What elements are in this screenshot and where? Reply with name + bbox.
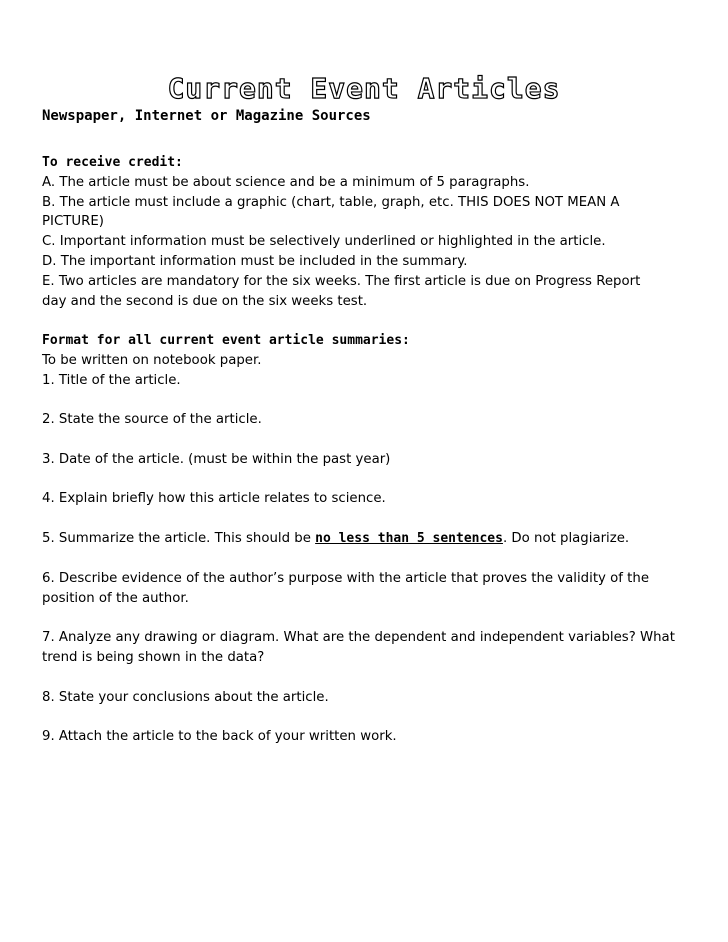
page-subtitle: Newspaper, Internet or Magazine Sources	[42, 108, 371, 124]
credit-item-e: E. Two articles are mandatory for the six weeks. The first article is due on Progress Report	[42, 274, 641, 289]
credit-item-b: B. The article must include a graphic (chart, table, graph, etc. THIS DOES NOT MEAN A	[42, 195, 620, 210]
format-item-6: 6. Describe evidence of the author’s purpose with the article that proves the validity of the	[42, 571, 649, 586]
format-item-3: 3. Date of the article. (must be within the past year)	[42, 452, 391, 467]
format-item-5-tail: . Do not plagiarize.	[502, 531, 630, 546]
format-item-5	[42, 529, 629, 548]
format-item-7-cont: trend is being shown in the data?	[42, 650, 265, 665]
format-heading: Format for all current event article summaries:	[42, 333, 410, 348]
credit-item-e-cont: day and the second is due on the six weeks test.	[42, 294, 368, 309]
credit-item-b-cont: PICTURE)	[42, 214, 104, 229]
format-intro: To be written on notebook paper.	[42, 353, 262, 368]
format-item-2: 2. State the source of the article.	[42, 412, 262, 427]
format-item-9: 9. Attach the article to the back of your written work.	[42, 729, 397, 744]
format-item-7: 7. Analyze any drawing or diagram. What are the dependent and independent variables? What	[42, 630, 675, 645]
credit-heading: To receive credit:	[42, 155, 183, 170]
format-item-4: 4. Explain briefly how this article relates to science.	[42, 491, 386, 506]
credit-item-c: C. Important information must be selectively underlined or highlighted in the article.	[42, 234, 606, 249]
format-item-5-emphasis: no less than 5 sentences	[315, 531, 503, 546]
credit-item-a: A. The article must be about science and be a minimum of 5 paragraphs.	[42, 175, 530, 190]
credit-item-d: D. The important information must be included in the summary.	[42, 254, 468, 269]
format-item-5-text: 5. Summarize the article. This should be	[42, 531, 316, 546]
format-item-1: 1. Title of the article.	[42, 373, 181, 388]
format-item-8: 8. State your conclusions about the article.	[42, 690, 329, 705]
format-item-6-cont: position of the author.	[42, 591, 189, 606]
page-title: Current Event Articles	[167, 72, 561, 105]
